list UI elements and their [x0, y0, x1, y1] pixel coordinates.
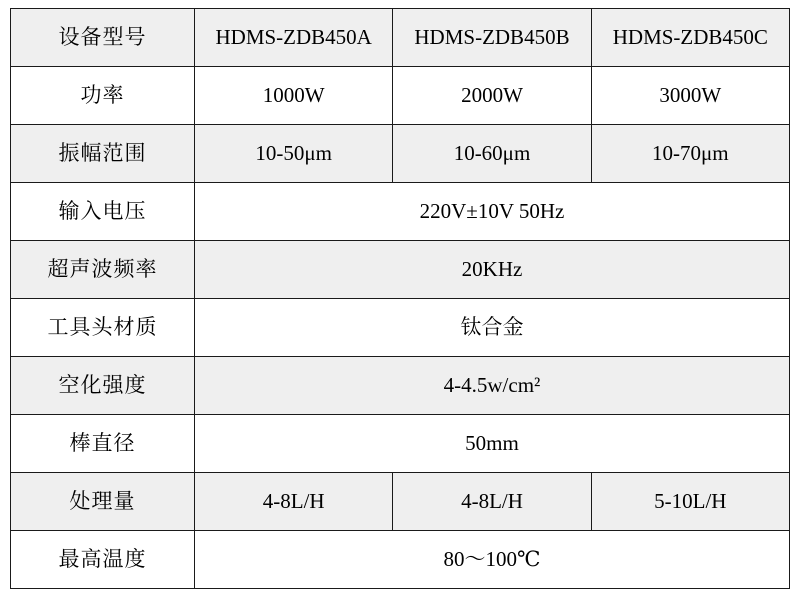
table-row [11, 357, 790, 415]
row-value: 3000W [591, 67, 789, 125]
row-label: 处理量 [11, 473, 195, 531]
row-label: 空化强度 [11, 357, 195, 415]
row-value: 10-70μm [591, 125, 789, 183]
row-label: 功率 [11, 67, 195, 125]
row-value: 2000W [393, 67, 591, 125]
row-label: 输入电压 [11, 183, 195, 241]
row-value: 220V±10V 50Hz [195, 183, 790, 241]
row-value: 4-4.5w/cm² [195, 357, 790, 415]
row-label: 最高温度 [11, 531, 195, 589]
table-row [11, 531, 790, 589]
row-value: 10-60μm [393, 125, 591, 183]
specification-table [10, 8, 790, 589]
row-value: 10-50μm [195, 125, 393, 183]
row-value: 1000W [195, 67, 393, 125]
row-value: HDMS-ZDB450B [393, 9, 591, 67]
row-label: 工具头材质 [11, 299, 195, 357]
table-row [11, 473, 790, 531]
row-value: 5-10L/H [591, 473, 789, 531]
row-value: 钛合金 [195, 299, 790, 357]
row-label: 超声波频率 [11, 241, 195, 299]
row-value: HDMS-ZDB450C [591, 9, 789, 67]
table-row [11, 183, 790, 241]
row-label: 设备型号 [11, 9, 195, 67]
table-row [11, 125, 790, 183]
row-label: 振幅范围 [11, 125, 195, 183]
row-value: 50mm [195, 415, 790, 473]
table-row [11, 9, 790, 67]
table-row [11, 67, 790, 125]
row-value: 80～100℃ [195, 531, 790, 589]
spec-table-body [11, 9, 790, 589]
row-value: 4-8L/H [195, 473, 393, 531]
row-value: 4-8L/H [393, 473, 591, 531]
row-value: HDMS-ZDB450A [195, 9, 393, 67]
table-row [11, 415, 790, 473]
row-label: 棒直径 [11, 415, 195, 473]
table-row [11, 299, 790, 357]
table-row [11, 241, 790, 299]
row-value: 20KHz [195, 241, 790, 299]
